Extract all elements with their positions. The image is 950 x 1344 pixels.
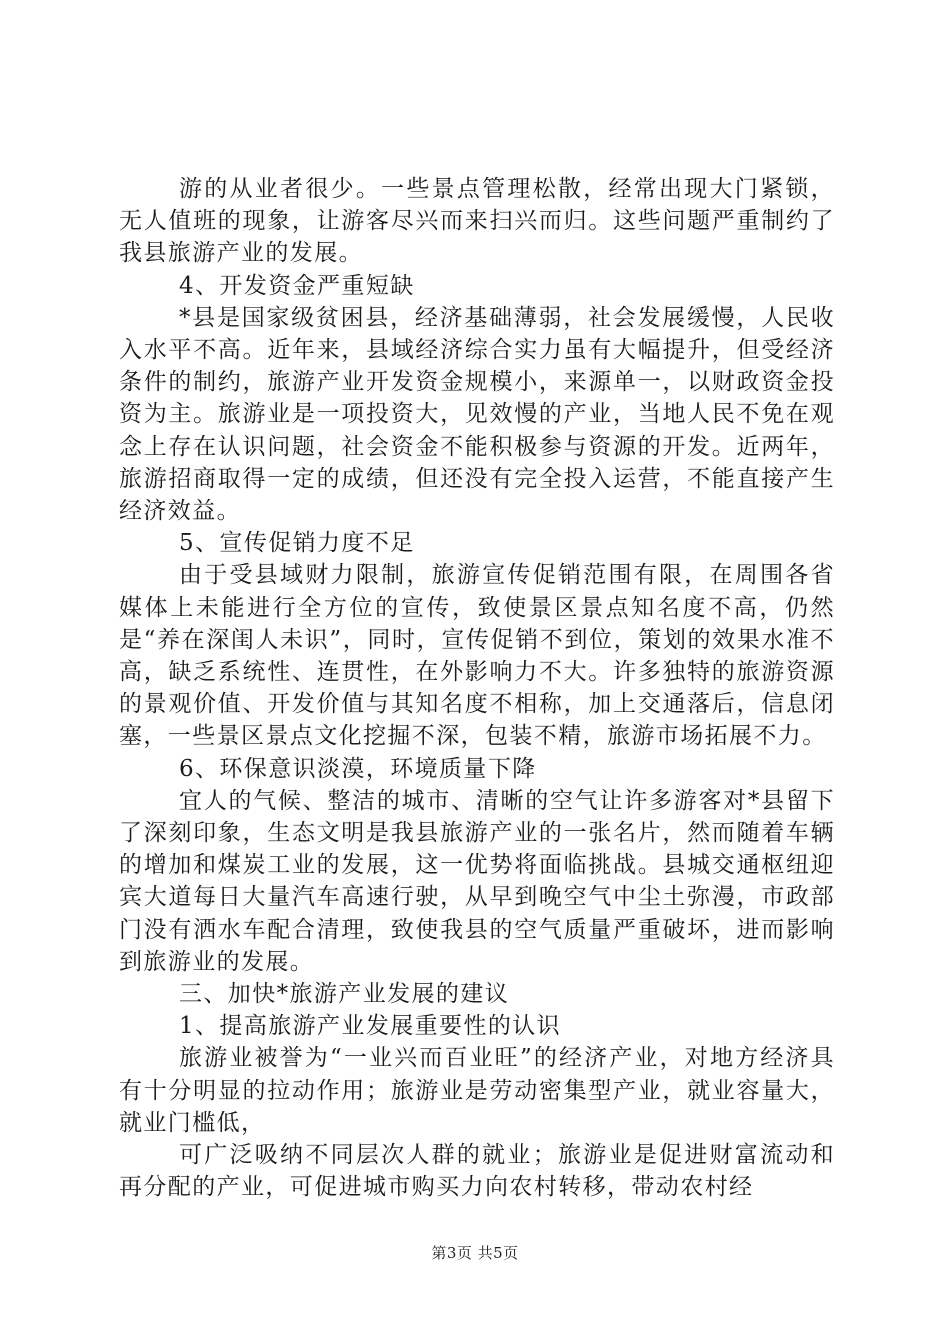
section-heading: 1、提高旅游产业发展重要性的认识 <box>179 1013 562 1040</box>
page-number-footer: 第3页 共5页 <box>431 1244 519 1262</box>
section-heading: 三、加快*旅游产业发展的建议 <box>179 981 510 1008</box>
section-heading: 4、开发资金严重短缺 <box>179 272 415 299</box>
section-heading: 5、宣传促销力度不足 <box>179 530 415 557</box>
paragraph: 游的从业者很少。一些景点管理松散，经常出现大门紧锁，无人值班的现象，让游客尽兴而来扫兴而归。这些问题严重制约了我县旅游产业的发展。 <box>119 176 835 267</box>
paragraph: *县是国家级贫困县，经济基础薄弱，社会发展缓慢，人民收入水平不高。近年来，县域经济综合实力虽有大幅提升，但受经济条件的制约，旅游产业开发资金规模小，来源单一，以财政资金投资为主。旅游业是一项投资大，见效慢的产业，当地人民不免在观念上存在认识问题，社会资金不能积极参与资源的开发。近两年，旅游招商取得一定的成绩，但还没有完全投入运营，不能直接产生经济效益。 <box>119 304 835 525</box>
section-heading: 6、环保意识淡漠，环境质量下降 <box>179 755 537 782</box>
paragraph: 宜人的气候、整洁的城市、清晰的空气让许多游客对*县留下了深刻印象，生态文明是我县旅游产业的一张名片，然而随着车辆的增加和煤炭工业的发展，这一优势将面临挑战。县城交通枢纽迎宾大道每日大量汽车高速行驶，从早到晚空气中尘土弥漫，市政部门没有洒水车配合清理，致使我县的空气质量严重破坏，进而影响到旅游业的发展。 <box>119 787 835 975</box>
paragraph: 由于受县域财力限制，旅游宣传促销范围有限，在周围各省媒体上未能进行全方位的宣传，致使景区景点知名度不高，仍然是“养在深闺人未识”，同时，宣传促销不到位，策划的效果水准不高，缺乏系统性、连贯性，在外影响力不大。许多独特的旅游资源的景观价值、开发价值与其知名度不相称，加上交通落后，信息闭塞，一些景区景点文化挖掘不深，包装不精，旅游市场拓展不力。 <box>119 562 835 750</box>
paragraph: 旅游业被誉为“一业兴而百业旺”的经济产业，对地方经济具有十分明显的拉动作用；旅游业是劳动密集型产业，就业容量大，就业门槛低， <box>119 1045 835 1136</box>
paragraph: 可广泛吸纳不同层次人群的就业；旅游业是促进财富流动和再分配的产业，可促进城市购买力向农村转移，带动农村经 <box>119 1142 835 1201</box>
document-body <box>119 173 835 1204</box>
